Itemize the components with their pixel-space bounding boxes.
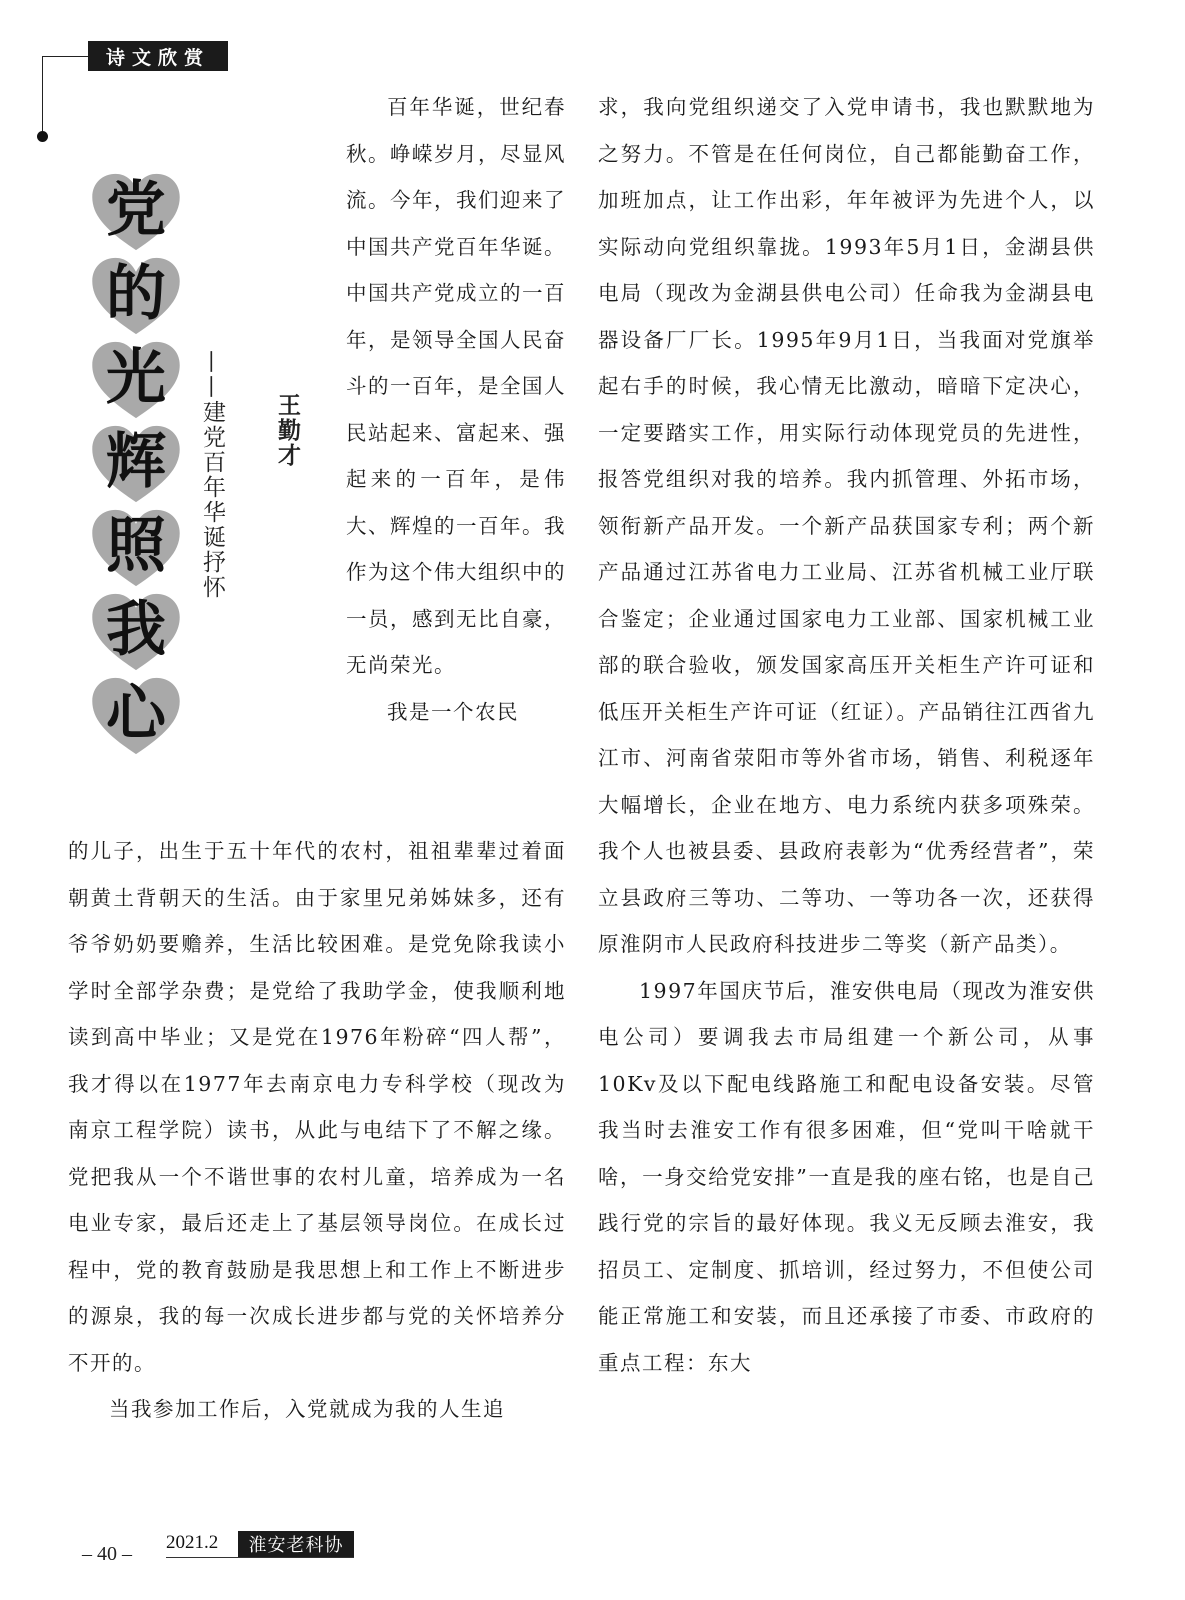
- right-column-body: [598, 84, 1095, 1386]
- title-char: 照: [80, 506, 192, 586]
- title-char: 我: [80, 590, 192, 670]
- paragraph-opening: 我是一个农民: [387, 699, 519, 724]
- decorative-dot: [37, 131, 48, 142]
- section-label: 诗文欣赏: [88, 41, 228, 71]
- decorative-rule-vertical: [42, 56, 43, 136]
- footer-rule: [166, 1557, 354, 1558]
- title-char: 的: [80, 254, 192, 334]
- title-char: 辉: [80, 422, 192, 502]
- paragraph: 1997年国庆节后，淮安供电局（现改为淮安供电公司）要调我去市局组建一个新公司，从事10Kv及以下配电线路施工和配电设备安装。尽管我当时去淮安工作有很多困难，但“党叫干啥就干啥，一身交给党安排”一直是我的座右铭，也是自己践行党的宗旨的最好体现。我义无反顾去淮安，我招员工、定制度、抓培训，经过努力，不但使公司能正常施工和安装，而且还承接了市委、市政府的重点工程：东大: [598, 978, 1095, 1375]
- decorative-rule-horizontal: [42, 56, 88, 57]
- title-char: 光: [80, 338, 192, 418]
- journal-name: 淮安老科协: [238, 1531, 354, 1557]
- title-char: 心: [80, 674, 192, 754]
- paragraph: 当我参加工作后，入党就成为我的人生追: [109, 1397, 505, 1421]
- intro-paragraph-block: [346, 84, 566, 735]
- article-subtitle: ——建党百年华诞抒怀: [199, 350, 225, 600]
- title-char: 党: [80, 170, 192, 250]
- article-title: [80, 170, 192, 758]
- issue-number: 2021.2: [166, 1532, 219, 1553]
- left-column-body: [68, 828, 566, 1433]
- author-name: 王勤才: [274, 393, 300, 468]
- page-number: – 40 –: [82, 1543, 132, 1565]
- intro-paragraph: 百年华诞，世纪春秋。峥嵘岁月，尽显风流。今年，我们迎来了中国共产党百年华诞。中国共产党成立的一百年，是领导全国人民奋斗的一百年，是全国人民站起来、富起来、强起来的一百年，是伟大、辉煌的一百年。我作为这个伟大组织中的一员，感到无比自豪，无尚荣光。: [346, 95, 566, 677]
- paragraph-continuation: 求，我向党组织递交了入党申请书，我也默默地为之努力。不管是在任何岗位，自己都能勤奋工作，加班加点，让工作出彩，年年被评为先进个人，以实际动向党组织靠拢。1993年5月1日，金湖县供电局（现改为金湖县供电公司）任命我为金湖县电器设备厂厂长。1995年9月1日，当我面对党旗举起右手的时候，我心情无比激动，暗暗下定决心，一定要踏实工作，用实际行动体现党员的先进性，报答党组织对我的培养。我内抓管理、外拓市场，领衔新产品开发。一个新产品获国家专利；两个新产品通过江苏省电力工业局、江苏省机械工业厅联合鉴定；企业通过国家电力工业部、国家机械工业部的联合验收，颁发国家高压开关柜生产许可证和低压开关柜生产许可证（红证）。产品销往江西省九江市、河南省荥阳市等外省市场，销售、利税逐年大幅增长，企业在地方、电力系统内获多项殊荣。我个人也被县委、县政府表彰为“优秀经营者”，荣立县政府三等功、二等功、一等功各一次，还获得原淮阴市人民政府科技进步二等奖（新产品类）。: [598, 95, 1095, 956]
- paragraph-continuation: 的儿子，出生于五十年代的农村，祖祖辈辈过着面朝黄土背朝天的生活。由于家里兄弟姊妹多，还有爷爷奶奶要赡养，生活比较困难。是党免除我读小学时全部学杂费；是党给了我助学金，使我顺利地读到高中毕业；又是党在1976年粉碎“四人帮”，我才得以在1977年去南京电力专科学校（现改为南京工程学院）读书，从此与电结下了不解之缘。党把我从一个不谐世事的农村儿童，培养成为一名电业专家，最后还走上了基层领导岗位。在成长过程中，党的教育鼓励是我思想上和工作上不断进步的源泉，我的每一次成长进步都与党的关怀培养分不开的。: [68, 839, 566, 1375]
